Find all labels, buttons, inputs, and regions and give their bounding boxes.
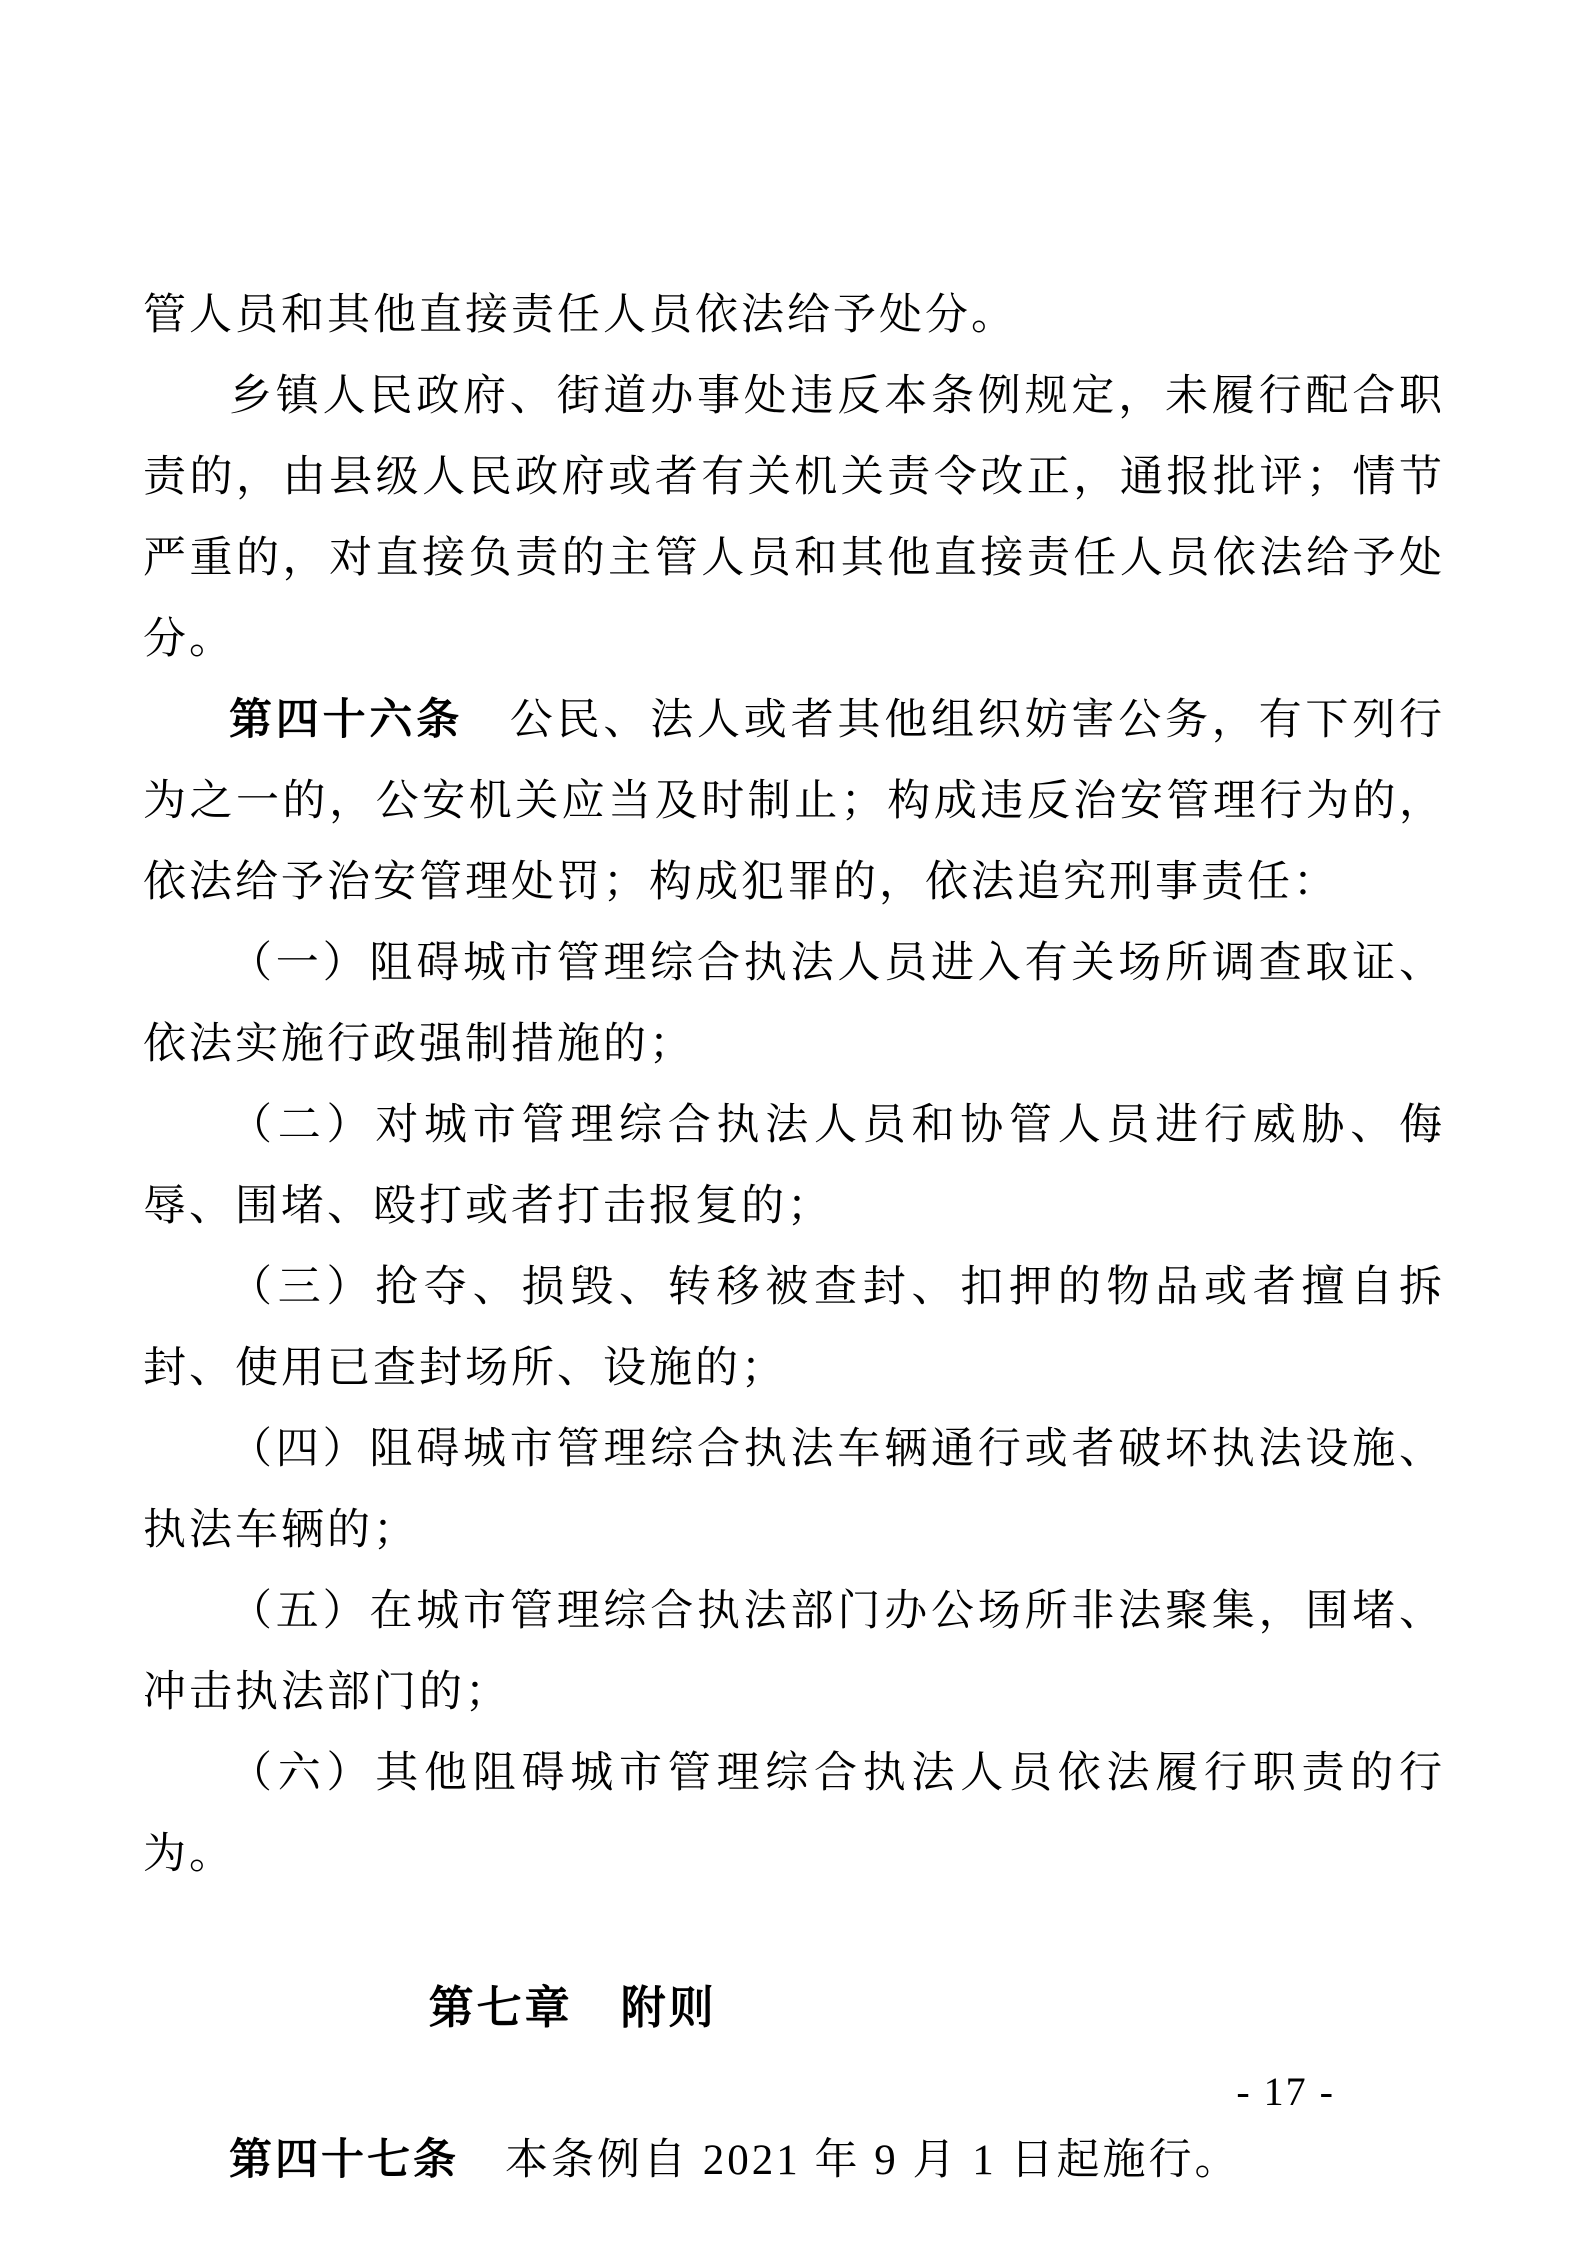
- paragraph-text: 本条例自 2021 年 9 月 1 日起施行。: [459, 2137, 1241, 2184]
- page-number: - 17 -: [1236, 2069, 1335, 2114]
- document-body: [143, 0, 1445, 2201]
- paragraph-continuation: [143, 275, 1445, 356]
- article-46-item-5: [143, 1571, 1445, 1733]
- article-46: [143, 680, 1445, 923]
- paragraph-text: 公民、法人或者其他组织妨害公务，有下列行为之一的，公安机关应当及时制止；构成违反治安管理行为的，依法给予治安管理处罚；构成犯罪的，依法追究刑事责任：: [143, 697, 1445, 906]
- article-46-item-6: [143, 1733, 1445, 1895]
- article-46-number: 第四十六条: [229, 696, 463, 744]
- chapter-7-heading: 第七章 附则: [428, 1982, 717, 2033]
- article-46-item-1: [143, 923, 1445, 1085]
- article-46-item-2: [143, 1085, 1445, 1247]
- paragraph-text: （六）其他阻碍城市管理综合执法人员依法履行职责的行为。: [143, 1750, 1445, 1878]
- article-47-number: 第四十七条: [229, 2136, 459, 2184]
- paragraph-text: （四）阻碍城市管理综合执法车辆通行或者破坏执法设施、执法车辆的；: [143, 1426, 1445, 1554]
- article-46-item-3: [143, 1247, 1445, 1409]
- paragraph-text: 管人员和其他直接责任人员依法给予处分。: [143, 292, 1017, 339]
- paragraph-text: （一）阻碍城市管理综合执法人员进入有关场所调查取证、依法实施行政强制措施的；: [143, 940, 1445, 1068]
- article-46-item-4: [143, 1409, 1445, 1571]
- paragraph-text: （二）对城市管理综合执法人员和协管人员进行威胁、侮辱、围堵、殴打或者打击报复的；: [143, 1102, 1445, 1230]
- paragraph-township-government: [143, 356, 1445, 680]
- paragraph-text: 乡镇人民政府、街道办事处违反本条例规定，未履行配合职责的，由县级人民政府或者有关机关责令改正，通报批评；情节严重的，对直接负责的主管人员和其他直接责任人员依法给予处分。: [143, 373, 1445, 663]
- article-47: [143, 2120, 1445, 2201]
- paragraph-text: （三）抢夺、损毁、转移被查封、扣押的物品或者擅自拆封、使用已查封场所、设施的；: [143, 1264, 1445, 1392]
- paragraph-text: （五）在城市管理综合执法部门办公场所非法聚集，围堵、冲击执法部门的；: [143, 1588, 1445, 1716]
